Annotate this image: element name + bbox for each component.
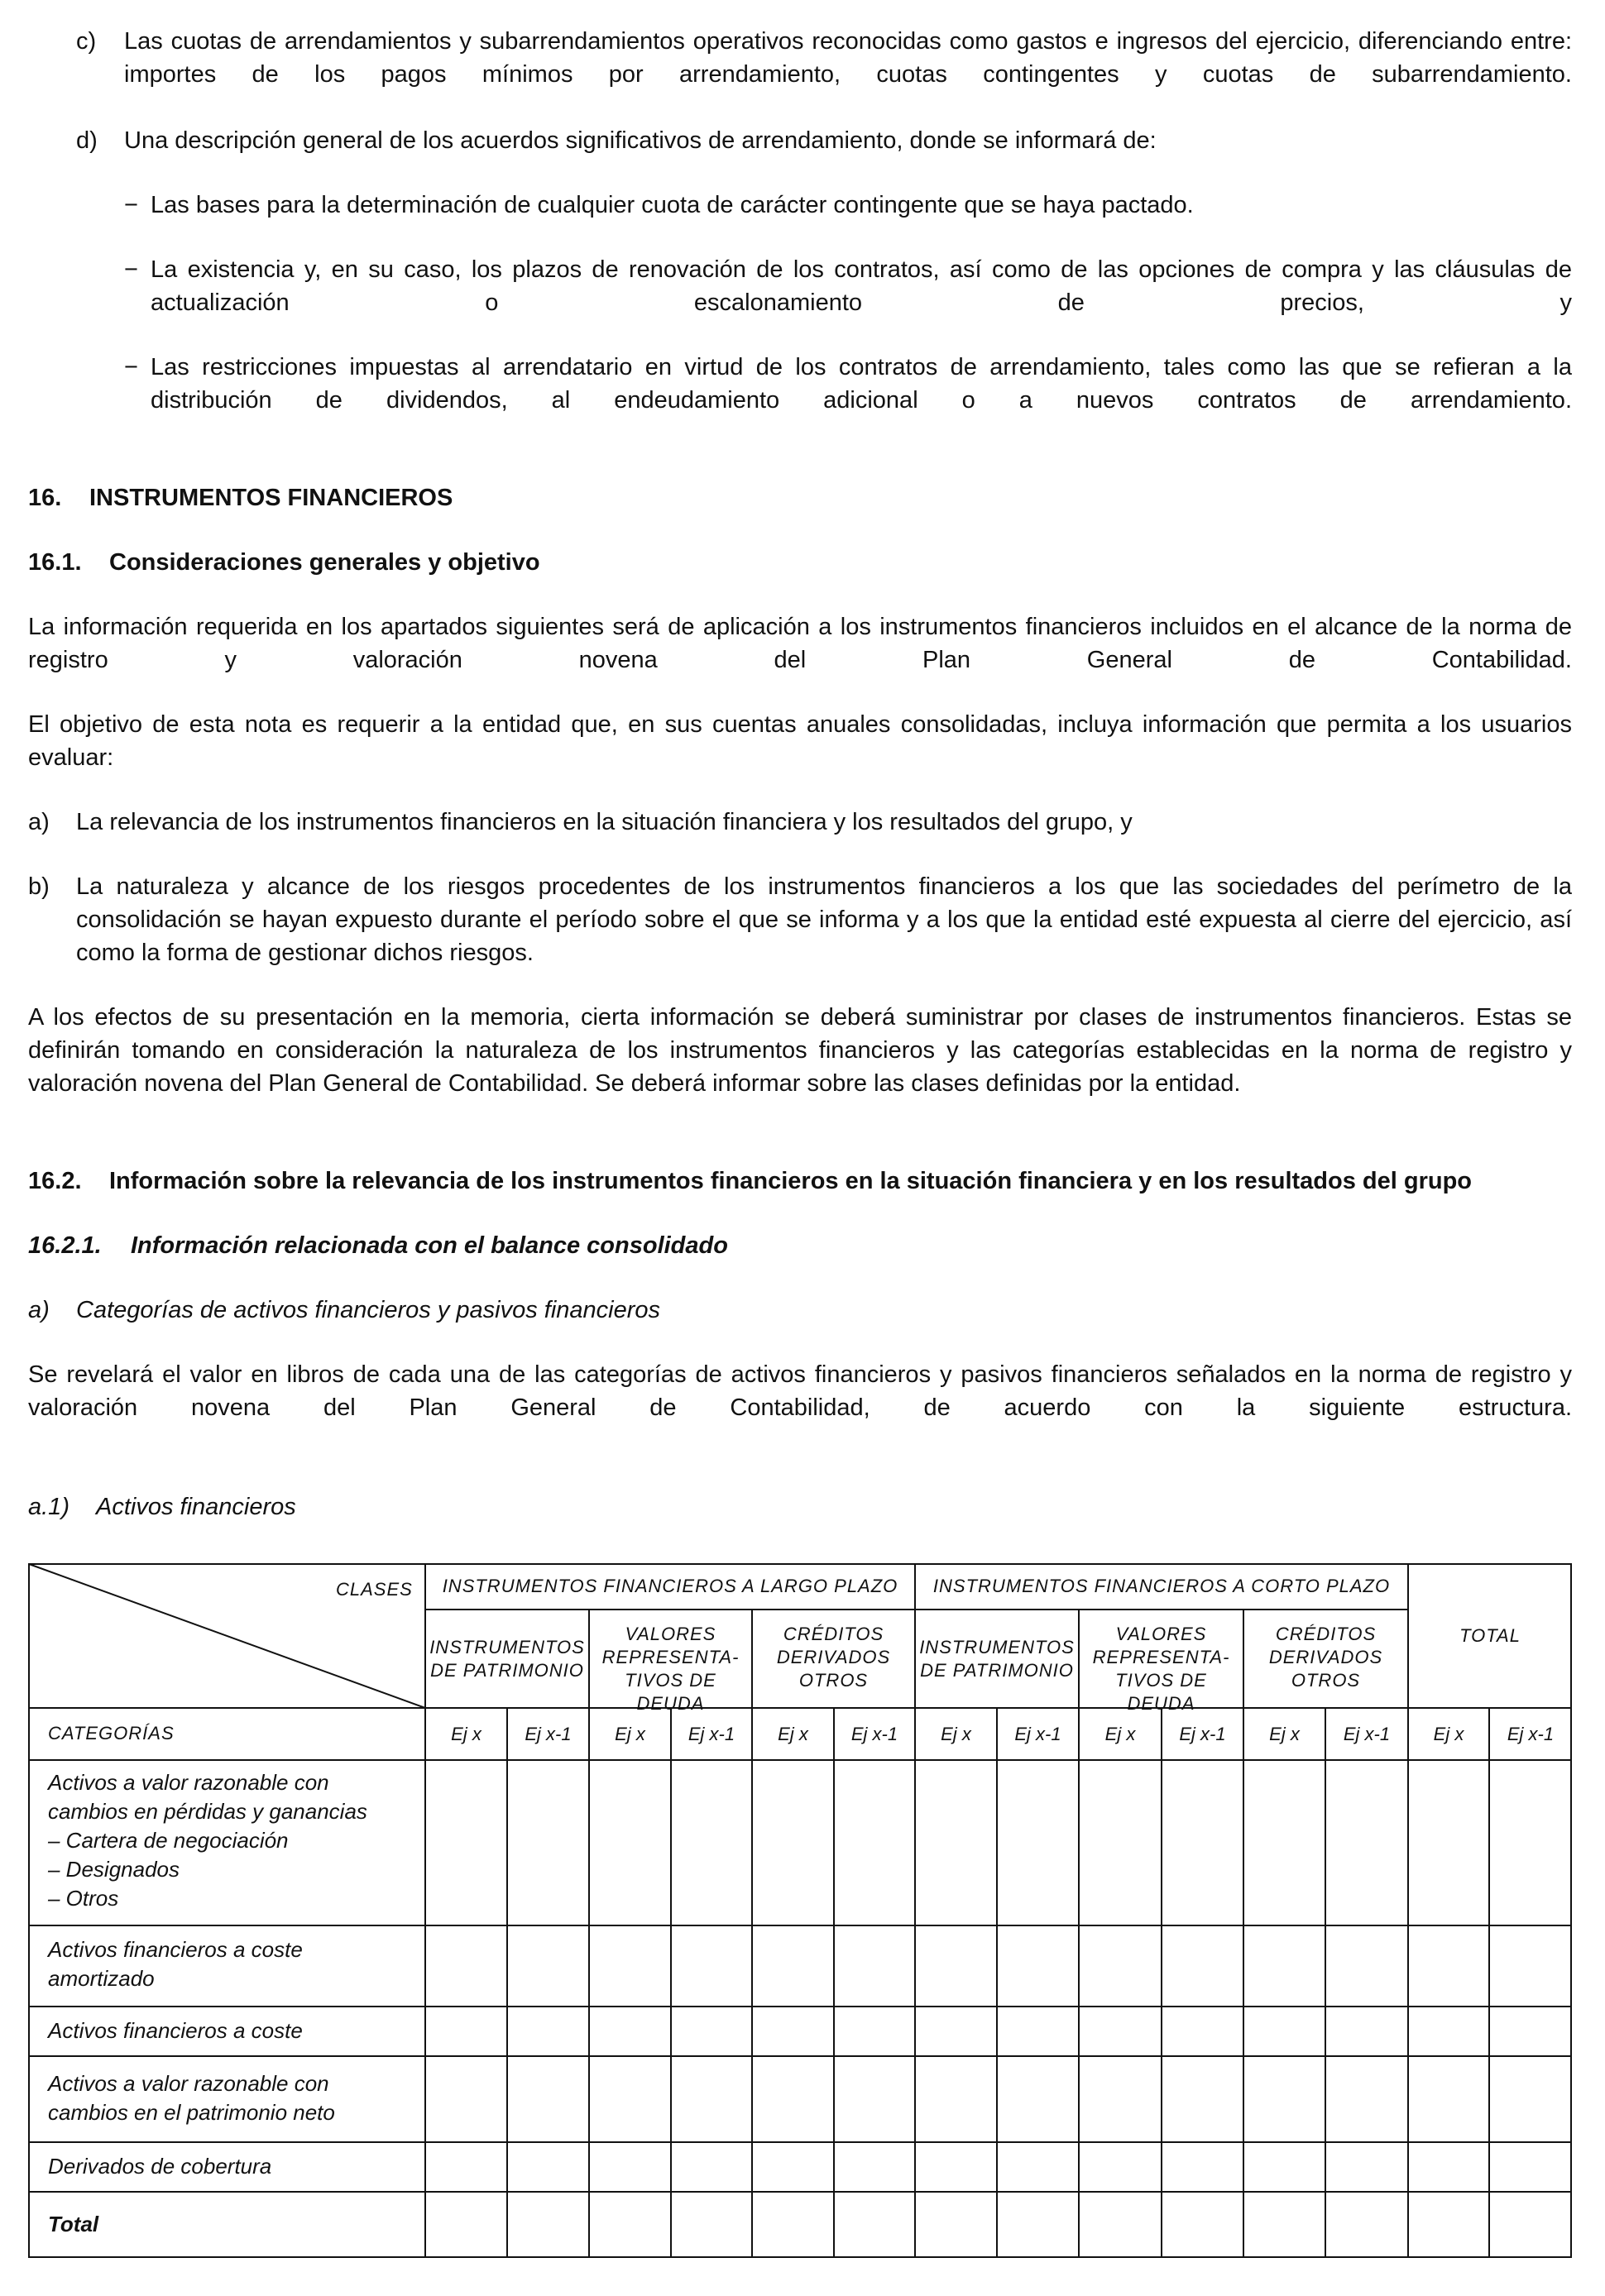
list-label: d) (76, 127, 98, 154)
list-label: a) (28, 809, 50, 835)
subheader-credits-lt: CRÉDITOS DERIVADOS OTROS (776, 1624, 891, 1691)
row-fair-value-equity: Activos a valor razonable con cambios en el patrimonio neto (48, 2071, 335, 2125)
year-label: Ej x (615, 1724, 645, 1744)
list-text: La relevancia de los instrumentos financieros en la situación financiera y los resultados del grupo, y (76, 809, 1133, 835)
row-total: Total (48, 2212, 99, 2236)
row-hedging-derivatives: Derivados de cobertura (48, 2154, 272, 2179)
paragraph: La información requerida en los apartados siguientes será de aplicación a los instrumentos financieros incluidos en el alcance de la norma de registro y valoración novena del Plan General de Contabilidad. (28, 614, 1572, 673)
subheader-debt-securities-st: VALORES REPRESENTA- TIVOS DE DEUDA (1092, 1624, 1230, 1714)
financial-assets-table (28, 1563, 1572, 2258)
objective-item-b (28, 870, 1572, 969)
list-text: Las cuotas de arrendamientos y subarrendamientos operativos reconocidas como gastos e ingresos del ejercicio, diferenciando entre: importes de los pagos mínimos por arrendamiento, cuotas contingentes y cuotas de subarrendamiento. (124, 28, 1572, 88)
year-label: Ej x-1 (1179, 1724, 1226, 1744)
year-label: Ej x-1 (525, 1724, 572, 1744)
total-header: TOTAL (1459, 1625, 1521, 1646)
year-label: Ej x-1 (1343, 1724, 1391, 1744)
group-header-long-term: INSTRUMENTOS FINANCIEROS A LARGO PLAZO (442, 1576, 898, 1596)
subheading-a1: a.1) Activos financieros (28, 1494, 296, 1520)
year-label: Ej x (941, 1724, 971, 1744)
section-heading-16: 16. INSTRUMENTOS FINANCIEROS (28, 485, 453, 511)
subheader-credits-st: CRÉDITOS DERIVADOS OTROS (1268, 1624, 1383, 1691)
section-heading-16-2-1: 16.2.1. Información relacionada con el balance consolidado (28, 1232, 728, 1259)
dash-text: La existencia y, en su caso, los plazos de renovación de los contratos, así como de las opciones de compra y las cláusulas de actualización o escalonamiento de precios, y (151, 256, 1572, 316)
row-cost: Activos financieros a coste (48, 2018, 303, 2043)
paragraph: El objetivo de esta nota es requerir a la entidad que, en sus cuentas anuales consolidadas, incluya información que permita a los usuarios evaluar: (28, 711, 1572, 771)
year-label: Ej x (1433, 1724, 1464, 1744)
corner-classes-label: CLASES (336, 1579, 413, 1600)
list-text: La naturaleza y alcance de los riesgos procedentes de los instrumentos financieros a los que las sociedades del perímetro de la consolidación se hayan expuesto durante el período sobre el que se informa y a los que la entidad esté expuesta al cierre del ejercicio, así como la forma de gestionar dichos riesgos. (76, 873, 1572, 966)
dash-text: Las restricciones impuestas al arrendatario en virtud de los contratos de arrendamiento, tales como las que se refieran a la distribución de dividendos, al endeudamiento adicional o a nuevos contratos de arrendamiento. (151, 354, 1572, 414)
year-label: Ej x (1269, 1724, 1300, 1744)
year-label: Ej x-1 (1507, 1724, 1555, 1744)
paragraph: A los efectos de su presentación en la memoria, cierta información se deberá suministrar por clases de instrumentos financieros. Estas se definirán tomando en consideración la naturaleza de los instrumentos financieros y las categorías establecidas en la norma de registro y valoración novena del Plan General de Contabilidad. Se deberá informar sobre las clases definidas por la entidad. (28, 1004, 1572, 1097)
subheader-debt-securities-lt: VALORES REPRESENTA- TIVOS DE DEUDA (601, 1624, 740, 1714)
year-label: Ej x-1 (688, 1724, 735, 1744)
list-item-d (76, 124, 1572, 157)
dash-bullet: − (124, 192, 138, 218)
year-label: Ej x-1 (850, 1724, 898, 1744)
dash-text: Las bases para la determinación de cualquier cuota de carácter contingente que se haya pactado. (151, 192, 1194, 218)
paragraph: Se revelará el valor en libros de cada una de las categorías de activos financieros y pasivos financieros señalados en la norma de registro y valoración novena del Plan General de Contabilidad, de acuerdo con la siguiente estructura. (28, 1361, 1572, 1421)
section-heading-16-2: 16.2. Información sobre la relevancia de los instrumentos financieros en la situación financiera y en los resultados del grupo (28, 1168, 1473, 1194)
section-heading-16-1: 16.1. Consideraciones generales y objetivo (28, 549, 540, 576)
dash-item (124, 351, 1572, 450)
subheader-equity-lt: INSTRUMENTOS DE PATRIMONIO (429, 1637, 585, 1681)
year-label: Ej x (1104, 1724, 1136, 1744)
year-label: Ej x (778, 1724, 808, 1744)
corner-categories-label: CATEGORÍAS (48, 1723, 175, 1744)
list-item-c (76, 25, 1572, 124)
list-label: b) (28, 873, 50, 900)
year-label: Ej x-1 (1014, 1724, 1061, 1744)
subheading-a: a) Categorías de activos financieros y pasivos financieros (28, 1297, 661, 1323)
list-text: Una descripción general de los acuerdos significativos de arrendamiento, donde se informará de: (124, 127, 1157, 154)
objective-item-a (28, 806, 1572, 839)
dash-bullet: − (124, 256, 138, 283)
dash-item (124, 189, 1572, 222)
dash-item (124, 253, 1572, 352)
year-label: Ej x (451, 1724, 481, 1744)
row-amortized-cost: Activos financieros a coste amortizado (48, 1937, 303, 1991)
dash-bullet: − (124, 354, 138, 380)
group-header-short-term: INSTRUMENTOS FINANCIEROS A CORTO PLAZO (932, 1576, 1391, 1596)
subheader-equity-st: INSTRUMENTOS DE PATRIMONIO (919, 1637, 1075, 1681)
row-fair-value-pl: Activos a valor razonable con cambios en pérdidas y ganancias – Cartera de negociación – Designados – Otros (48, 1770, 367, 1911)
list-label: c) (76, 28, 97, 55)
